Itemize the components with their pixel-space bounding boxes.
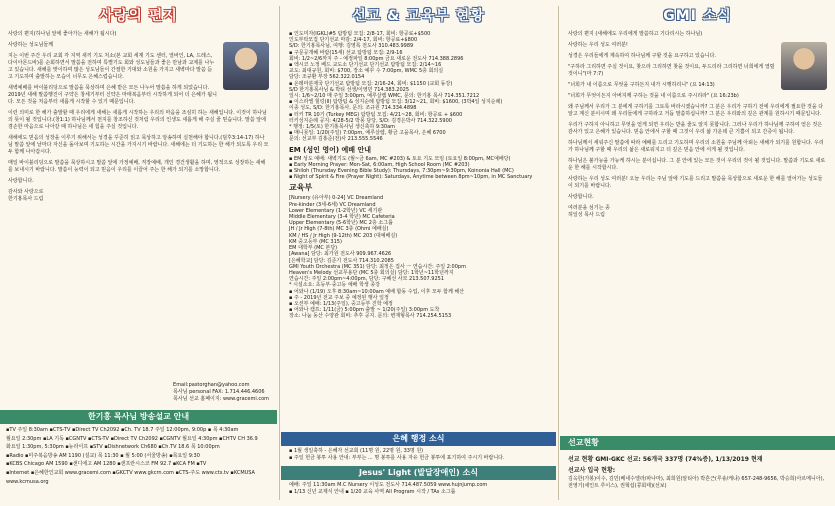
signature-line-1: 감사와 사랑으로 <box>8 189 44 195</box>
column-pastor-letter <box>0 0 277 506</box>
list-item: 인도부탁모집 단기선교 마감: 2/4-17, 회비: 항공료+$800 <box>289 37 418 44</box>
col1-greeting: 사랑의 편지(하나님 앞에 좋아가는 새해가 됩시다) <box>8 31 117 37</box>
list-item: 이종 성도, S/D: 한기홍목사, 문의: 조규원 714.334.4898 <box>289 105 417 112</box>
list-item: S/D: 한기홍목사님, 여행: 김영록 전도사 310.483.9989 <box>289 43 414 50</box>
list-item: 문의: 선교부 김홍준(전)사 213.555.5546 <box>289 136 383 143</box>
mission-status-body: 김옥한(가봉)이수, 김민(베네수엘라/파나마), 최희원(알티아) 박흔근(루숑/케냐) 657-248-9656, 박승희(아르메니아), 전영기(세인트 루이스), 권혁섭(콩회태)(선보) <box>568 476 825 489</box>
list-item: S/D 한기홍목사님 & 박티 선생/이영민 714.383.2025 <box>289 86 410 93</box>
column-divider <box>558 6 559 500</box>
col1-salutation: 사랑하는 성도님들께 <box>8 42 54 48</box>
list-item: 담당: 조규환 부장 562.322.0154 <box>289 74 365 81</box>
col2-title: 선교 & 교육부 현황 <box>352 8 485 24</box>
gmi-paragraph: 우리가 구하지 아니하고 무엇을 얻게 되면 우리는 받을 줄도 알지 못합니다. 그러나 우리가 하나님께 구하여 얻은 것은 감사가 있고 은혜가 있습니다. 믿음 안에서 구할 때 그것이 우리 삶 가운데 큰 기쁨이 되고 간증이 됩니다. <box>568 122 823 135</box>
list-item: ▪ 구문공개혜 바람(15세) 선교 탐방팀 모집: 2/9-16 <box>289 49 403 56</box>
pastor-homepage[interactable]: 목사님 선교 홈페이지: www.gracemi.com <box>173 396 269 402</box>
col1-paragraph: 새벽예배를 바이블리딩으로 말씀을 묵상하며 은혜 받은 모든 나누어 말씀을 하게 되었습니다. 2019년 새해 말씀행진이 구약은 창세기부터 신약은 마태복음부터 시작하게 되어 더 은혜가 됩니다. 모든 것을 처음부터 새롭게 시작할 수 있기 때문입니다. <box>8 85 217 105</box>
list-item: * 시설소요: 초등부·중고등 예배 학생 종강 <box>289 282 381 289</box>
em-title: EM (성인 영어) 예배 안내 <box>289 145 371 154</box>
list-item: ▪ Shiloh (Thursday Evening Bible Study): Thursdays, 7:30pm~9:30pm, Koinonia Hall (MC) <box>289 168 514 175</box>
em-list <box>281 156 556 181</box>
list-item: Pre-kinder (3세-6세) VC Dreamland <box>289 201 376 208</box>
gmi-closing: 사랑합니다. <box>568 194 594 200</box>
list-item: ▪ 엑시코 노정 베드 교도소 단기선교 단기선교 탐방팀 모집: 2/14~16 <box>289 62 442 69</box>
pastor-contact <box>173 382 269 403</box>
gmi-verse: "너희가 내 이름으로 무엇을 구하든지 내가 시행하리니" (요 14:13) <box>568 82 715 88</box>
list-item: ▪ 어와나 (1/19) 오후 8:30am~10:00am 예배 합동 수업, 이후 모두 함께 해산 <box>289 288 465 295</box>
list-item: ▪ 이스라엘 힐링(II) 탐방팀 & 성지순례 탐방팀 모집: 3/12~21, 회비: $1600, (3박4일 성지순례) <box>289 99 503 106</box>
mission-status-headline: 선교 현황 GMI-GKC 선교: 56개국 337명 (74%증), 1/13/2019 현재 <box>568 456 763 463</box>
admin-news <box>281 448 556 462</box>
gmi-intro: 사랑의 편지 (새해에도 우리에게 말씀하고 기다리시는 하나님) <box>568 31 703 37</box>
list-item: GMI Youth Orchestra (MC 351) 담당: 최정은 집사 ㅡ 연습시간: 주일 2:00pm <box>289 263 466 270</box>
education-title: 교육부 <box>289 183 313 193</box>
list-item: ▪ 어와나 캠프: 1/11(금) 5:00pm 출발 ~ 1/20(주일) 3:00pm 도착 <box>289 307 440 314</box>
col1-paragraph: 이런 의미로 한 해가 출발할 때 우리에게 새해는 새롭게 시작하는 우리의 마음을 조심히 하는 새해입니다. 이것이 하나님의 뜻이 될 것입니다.(창1:1) 하나님께서 천지를 창조하신 것처럼 우리의 인생도 새롭게 해 주실 줄 믿습니다. 말씀 앞에 겸손한 마음으로 나아갈 때 하나님은 새 힘을 주실 것입니다. <box>8 110 267 130</box>
broadcast-line: ▪Internet ▪은혜한인교회 www.gracemi.com ▪GKCTV www.gkcrn.com ▪CTS-주도 www.cts.tv ▪KCMUSA www.kcmusa.org <box>6 469 255 485</box>
list-item: 터키성지순례 공지: 4/28-5/2 박몽 담당, S/D: 김경은박사 714.322.5900 <box>289 117 452 124</box>
signature <box>0 189 277 203</box>
list-item: KM 중고등부 (MC 315) <box>289 238 342 245</box>
list-item: Middle Elementary (3-4 학년) MC Cafeteria <box>289 214 395 221</box>
list-item: Heaven's Melody 선교무용단 (MC 5층 회의실) 담당: 1학년~11학년까지 <box>289 269 454 276</box>
mission-bullets <box>281 31 556 143</box>
col1-closing: 사랑합니다. <box>8 178 34 184</box>
col1-paragraph: 지는 이번 주간 우리 교회 각 지역 새끼 기도 처소(본 교회 세계 기도 센터, 열바인, LA, 드레스, 다이아몬드바)를 순회하면서 말씀을 전하며 특별기도 회와 성도님들과 좋은 만남과 교제를 나누고 있습니다. 새해를 맞이하며 많은 성도님들이 간절한 기대와 소원을 가지고 새벽마다 말씀 듣고 기도하며 출발하는 모습이 너무도 은혜스럽습니다. <box>8 53 215 80</box>
list-item: EM 대학부 (MC 본당) <box>289 245 338 252</box>
jesus-light-title: Jesus' Light (발달장애인) 소식 <box>281 466 556 480</box>
pastor-fax: 목사님 personal FAX: 1.714.446.4606 <box>173 389 265 395</box>
list-item: ▪ EM 성도 예배: 새벽기도 (월~금 6am, MC #203) & 토요 기도 모임 (토요일 8:00pm, MC예배당) <box>289 155 511 162</box>
broadcast-line: ▪TV 주일 8:30am ▪CTS-TV ▪Direct TV Ch2092 ▪Ch. TV 18.7 주일 12:00pm, 9:00p ▪ 목 4:30am <box>6 427 239 433</box>
list-item: Lower Elementary (1-2학년) VC 세기관 <box>289 207 383 214</box>
admin-news-line: ▪ 주일 헌금 봉투 사용 안내: 부부는 ... 명 봉투를 사용 자유 헌금 봉투에 표기하여 주시기 바랍니다. <box>289 455 505 461</box>
list-item: 교도: 최대규원, 회비: $700, 장소 예꾸 수 7:00pm, WMC 5층 회의실 <box>289 68 444 75</box>
list-item: [Nursery (유아부) 0-24] VC Dreamland <box>289 195 384 202</box>
gmi-verse: "너희가 무엇이든지 아버지께 구하는 것을 내 이름으로 주시리라" (요 16:23b) <box>568 93 739 99</box>
list-item: 장소: 나눔 동산 수양관 회비: 추후 공지. 문의: 변재형목사 714.254.5153 <box>289 313 452 320</box>
list-item: ▪ 온레마분제국 단기선교 탐방팀 모집: 2/16-24, 회비: $1150 (교회 동강) <box>289 80 453 87</box>
gmi-signature-line-2: 허일성 목사 드림 <box>568 212 605 218</box>
list-item: ▪ Night of Spirit & Fire (Prayer Night): Saturdays, Anytime between 8pm~10pm, in MC Sanctuary <box>289 174 533 181</box>
list-item: ▪ 주 - 2019년 전교 주보 중 예정된 행사 일정 <box>289 294 389 301</box>
list-item: ▪ 매니못일: 1/20(주일) 7:00pm, 예루살렘, 황금 고을목사, 은혜 6700 <box>289 130 446 137</box>
list-item: 일시: 1/6~2/10 매 주일 3:00pm, 예루살렘 WMC, 문의: 한기홍 목사 714.351.7212 <box>289 93 480 100</box>
column-mission-education <box>281 0 556 506</box>
broadcast-title: 한기홍 목사님 방송설교 안내 <box>0 410 277 424</box>
education-list <box>281 195 556 319</box>
gmi-paragraph: 하나님께서 세워주신 말씀에 따라 예배를 드리고 기도하며 우리의 소원을 주님께 아뢰는 새해가 되기를 원합니다. 우리가 하나님께 구할 때 우리의 삶은 새로워지고 더 깊은 믿음 안에 서게 될 것입니다. <box>568 140 824 153</box>
gmi-pastor-photo <box>781 42 827 90</box>
list-item: ▪ 인도미자(IGKL)#5 탐방팀 모집: 2/8-17, 회비: 항공료+$500 <box>289 31 431 37</box>
list-item: KM / HS / Jr High (9-12th) MC 203 (대예배실) <box>289 232 398 239</box>
col1-title: 사랑의 편지 <box>99 8 178 24</box>
admin-news-title: 은혜 행정 소식 <box>281 432 556 446</box>
broadcast-line: ▪KCBS Chicago AM 1590 ▪샌디에고 AM 1280 ▪샌프란시스코 FM 92.7 ▪KCA FM ▪TV <box>6 461 207 468</box>
list-item: * 행정: 1/5(토) 한기홍목사님 생신축하 9:30am <box>289 124 396 131</box>
gmi-verse: "구하라 그리하면 주실 것이요, 찾으라 그리하면 찾을 것이요, 두드리라 그리하면 너희에게 열릴 것이니"(마 7:7) <box>568 64 775 77</box>
mission-status <box>560 452 835 489</box>
list-item: [은혜학교] 담당: 김준기 전도사 714.310.2085 <box>289 257 394 264</box>
jesus-light-info <box>281 482 556 496</box>
broadcast-line: ▪Radio ▪미주복음방송 AM 1190 (설교) 목 11:30 ▪ 월 5:00 (서울방송) ▪목요일 9:30 <box>6 452 200 459</box>
admin-news-line: ▪ 1월 생일축하 - 은혜자 선교회 (11명 원, 22명 원, 33명 원) <box>289 448 424 454</box>
gmi-paragraph: 사랑하는 우리 성도 여러분! 오늘 우리는 주님 앞에 기도를 드리고 말씀을 묵상함으로 새로운 한 해를 열어가는 성도들이 되기를 바랍니다. <box>568 176 823 189</box>
list-item: 연습시간: 주일 2:00pm~4:00pm, 담당: 구혜선 사모 213.507.9251 <box>289 276 445 283</box>
pastor-photo <box>223 42 269 90</box>
mission-status-subhead: 선교사 입국 현황: <box>568 467 616 474</box>
broadcast-line: 화요일 1:30pm, 5:30pm ▪뉴라이프 ▪STV ▪Dishnetwork Ch680 ▪Ch.TV 18.6 목 10:00pm <box>6 444 220 451</box>
pastor-email[interactable]: Email:pastorghan@yahoo.com <box>173 382 250 388</box>
jesus-light-line: ▪ 1/13 신년 교제식 안내 ▪ 1/20 교육 사역 All Program 시작 / TAs 소그룹 <box>289 489 456 495</box>
list-item: 회비: 1/2~2/6까지 주 - 예정파일 8:00pm 금요 새로운 전도사 714.388.2896 <box>289 55 464 62</box>
mission-status-title: 선교현황 <box>560 436 835 450</box>
col3-title: GMI 소식 <box>663 8 732 24</box>
gmi-signature-line-1: 여러분을 섬기는 종 <box>568 205 610 211</box>
col1-paragraph: 매일 바이블리딩으로 말씀을 묵상하시고 말씀 앞에 가정예배, 직장예배, 개인 경건생활을 하며, 영적으로 성장하는 새해를 보내시기 바랍니다. 말씀이 능력이 되고 믿음이 우리를 이끌어 주는 한 해가 되기를 소망합니다. <box>8 160 266 173</box>
list-item: [Awana] 담당: 최가원 전도사 909.967.4626 <box>289 251 392 258</box>
list-item: Upper Elementary (5-6학년) MC 2층 소그룹 <box>289 220 393 227</box>
signature-line-2: 한기홍목사 드림 <box>8 196 44 202</box>
column-gmi-news <box>560 0 835 506</box>
broadcast-schedule <box>0 426 277 486</box>
column-divider <box>279 6 280 500</box>
gmi-signature <box>560 205 835 219</box>
gmi-paragraph: 성경은 우리들에게 계속하여 하나님께 구할 것을 요구하고 있습니다. <box>568 53 716 59</box>
list-item: ▪ 터키 TR 10기 (Turkey MEG) 탐방팀 모집: 4/21~28, 회비: 항공료 + $600 <box>289 111 463 118</box>
col1-paragraph: 새해에도 믿음의 성장을 이루기 위해서는 성경을 꾸준히 읽고 묵상하고 암송하며 실천해야 합니다.(딤후3:14-17) 하나님 말씀 앞에 날마다 자신을 돌아보며 기도하는 시간을 가지시기 바랍니다. 새해에는 더 기도하는 한 해가 되도록 우리 모두 함께 나아갑시다. <box>8 135 269 155</box>
list-item: JH / Jr High (7-8th) MC 3층 (Ohmi 예배실) <box>289 226 389 233</box>
gmi-paragraph: 왜 주님께서 우리가 그 분에게 구하기를 그토록 바라시겠습니까? 그 분은 우리가 구하기 전에 우리에게 필요한 것을 다 알고 계신 분이시며 왜 우리들에게 구하라고 거듭 말씀하십니까? 그 분은 우리와의 깊은 관계를 원하시기 때문입니다. <box>568 104 824 117</box>
gmi-paragraph: 하나님은 불가능을 가능케 하시는 분이십니다. 그 분 안에 있는 모든 것이 우리의 것이 될 것입니다. 말씀과 기도로 새로운 한 해를 시작합시다. <box>568 158 826 171</box>
broadcast-line: 월요일 2:30pm ▪LA 기독 ▪CGNTV ▪CTS-TV ▪Direct TV Ch2092 ▪CGNTV 월요일 4:30pm ▪CHTV CH 36.9 <box>6 435 258 442</box>
gmi-salutation: 사랑하는 우리 성도 여러분! <box>568 42 628 48</box>
jesus-light-line: 예배: 주일 11:30am M.C Nursery 이성도 전도사 714.487.5059 www.hujnjump.com <box>289 482 488 488</box>
list-item: ▪ 오션부 예배: 1/13(주일), 중고등부 진학 예정 <box>289 300 393 307</box>
list-item: ▪ Early Morning Prayer: Mon-Sat, 6:00am, High School Room (MC #203) <box>289 161 470 168</box>
